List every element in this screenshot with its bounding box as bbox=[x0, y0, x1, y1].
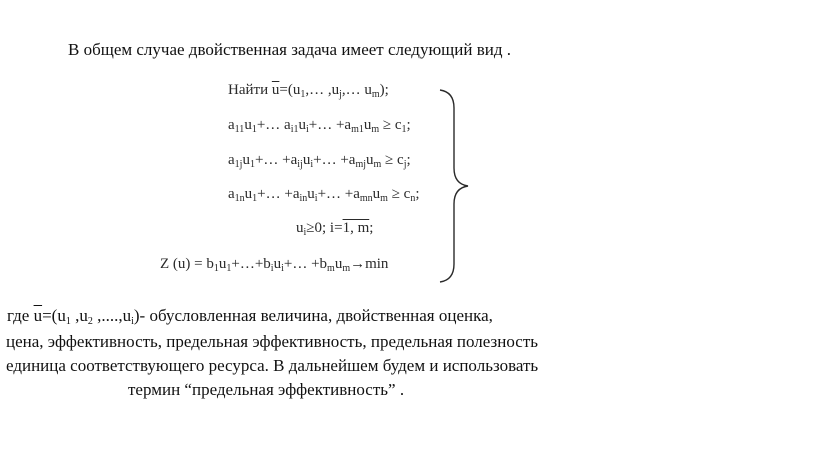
subscript: i bbox=[270, 263, 274, 274]
formula-part: где bbox=[7, 306, 34, 325]
subscript: m bbox=[371, 89, 380, 100]
formula-part: +… +a bbox=[313, 152, 356, 168]
formula-part: +… +a bbox=[257, 186, 300, 202]
subscript: i bbox=[305, 124, 309, 135]
subscript: m1 bbox=[351, 124, 364, 135]
subscript: m bbox=[380, 193, 388, 204]
subscript: i bbox=[303, 227, 307, 238]
formula-part: u bbox=[242, 152, 250, 168]
formula-part: +… +a bbox=[254, 152, 298, 168]
formula-part: ; bbox=[406, 117, 411, 133]
subscript: i bbox=[310, 159, 314, 170]
formula-part: u bbox=[372, 186, 381, 202]
subscript: mn bbox=[359, 193, 373, 204]
constraint-j bbox=[228, 152, 411, 170]
subscript: 1 bbox=[300, 89, 306, 100]
formula-part: ,u bbox=[70, 306, 88, 325]
dual-vector-symbol: $\overline{u}$ bbox=[33, 306, 43, 325]
formula-part: ; bbox=[369, 220, 374, 236]
formula-part: u bbox=[296, 220, 304, 236]
paragraph-line-3: единица соответствующего ресурса. В дальнейшем будем и использовать bbox=[6, 356, 539, 375]
formula-part: a bbox=[228, 186, 235, 202]
subscript: 11 bbox=[234, 124, 245, 135]
formula-part: ≥ c bbox=[379, 117, 402, 133]
nonnegativity-condition bbox=[296, 220, 373, 238]
formula-part: ≥ c bbox=[381, 152, 404, 168]
formula-part: u bbox=[273, 256, 282, 272]
subscript: ij bbox=[297, 159, 303, 170]
vector-part: ,… u bbox=[341, 82, 372, 98]
paragraph-line-2: цена, эффективность, предельная эффективность, предельная полезность bbox=[6, 332, 539, 351]
vector-part: =(u bbox=[279, 82, 301, 98]
subscript: 1 bbox=[251, 124, 257, 135]
objective-function bbox=[160, 256, 388, 274]
subscript: 1 bbox=[249, 159, 255, 170]
subscript: m bbox=[342, 263, 351, 274]
subscript: i bbox=[314, 193, 318, 204]
subscript: m bbox=[371, 124, 380, 135]
formula-part: u bbox=[244, 186, 253, 202]
formula-part: u bbox=[307, 186, 315, 202]
vector-part: ); bbox=[379, 82, 389, 98]
find-label: Найти bbox=[228, 82, 269, 98]
right-curly-brace bbox=[438, 88, 474, 284]
formula-part: ; bbox=[415, 186, 420, 202]
subscript: j bbox=[339, 89, 342, 100]
formula-part: →min bbox=[350, 256, 389, 272]
subscript: n bbox=[410, 193, 416, 204]
formula-part: ; bbox=[406, 152, 411, 168]
subscript: i1 bbox=[290, 124, 299, 135]
formula-part: Z (u) = b bbox=[160, 256, 214, 272]
formula-part: =(u bbox=[42, 306, 66, 325]
formula-part: +… +a bbox=[317, 186, 360, 202]
subscript: j bbox=[403, 159, 407, 170]
subscript: m bbox=[373, 159, 382, 170]
formula-part: - обусловленная величина, двойственная оценка, bbox=[139, 306, 493, 325]
subscript: 1n bbox=[234, 193, 245, 204]
subscript: mj bbox=[355, 159, 367, 170]
formula-part: u bbox=[218, 256, 227, 272]
subscript: m bbox=[327, 263, 335, 274]
subscript: 1 bbox=[213, 263, 219, 274]
formula-part: ≥ c bbox=[387, 186, 411, 202]
formula-part: a bbox=[228, 152, 235, 168]
index-range: 1, m bbox=[342, 220, 370, 236]
paragraph-line-4: термин “предельная эффективность” . bbox=[128, 380, 405, 399]
formula-part: ,....,u bbox=[92, 306, 132, 325]
formula-part: +… +a bbox=[308, 117, 352, 133]
subscript: 1 bbox=[401, 124, 407, 135]
find-line bbox=[228, 82, 389, 100]
formula-part: +… +b bbox=[283, 256, 328, 272]
paragraph-line-1 bbox=[7, 306, 493, 327]
formula-part: +… a bbox=[256, 117, 291, 133]
subscript: i bbox=[131, 316, 134, 327]
subscript: 2 bbox=[87, 316, 93, 327]
formula-part: u bbox=[298, 117, 306, 133]
formula-part: u bbox=[363, 117, 372, 133]
constraint-n bbox=[228, 186, 420, 204]
subscript: 1j bbox=[234, 159, 243, 170]
subscript: in bbox=[299, 193, 308, 204]
formula-part: ) bbox=[133, 306, 140, 325]
dual-vector-symbol: $\overline{u}$ bbox=[271, 82, 280, 98]
formula-part: +…+b bbox=[231, 256, 271, 272]
subscript: 1 bbox=[65, 316, 71, 327]
formula-part: ≥0; i= bbox=[306, 220, 343, 236]
formula-part: a bbox=[228, 117, 235, 133]
formula-part: u bbox=[302, 152, 311, 168]
constraint-1 bbox=[228, 117, 411, 135]
subscript: 1 bbox=[252, 193, 258, 204]
subscript: i bbox=[281, 263, 284, 274]
intro-text: В общем случае двойственная задача имеет следующий вид . bbox=[68, 40, 511, 59]
subscript: 1 bbox=[226, 263, 232, 274]
formula-part: u bbox=[366, 152, 374, 168]
formula-part: u bbox=[244, 117, 252, 133]
formula-part: u bbox=[334, 256, 343, 272]
vector-part: ,… ,u bbox=[305, 82, 340, 98]
